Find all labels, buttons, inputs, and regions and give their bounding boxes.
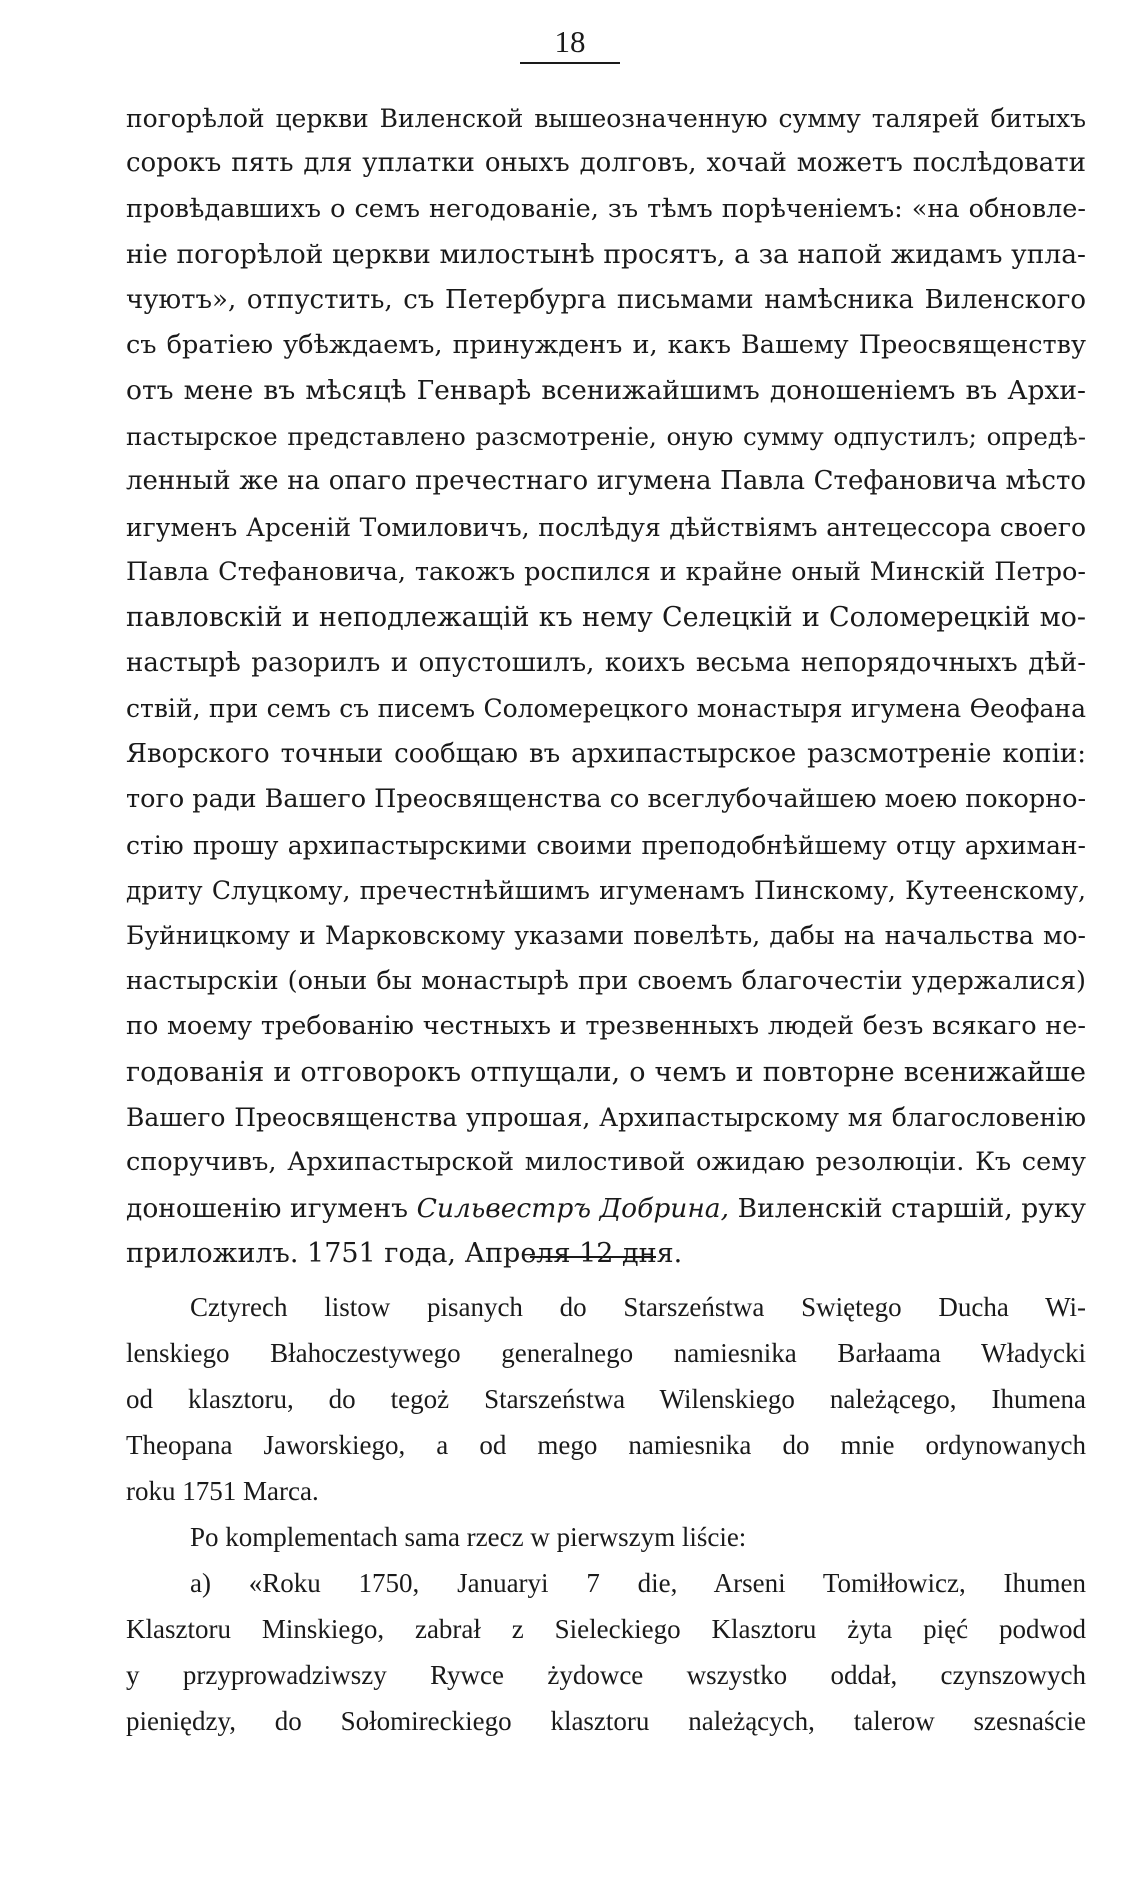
text-line: павловскій и неподлежащій къ нему Селецкій и Соломерецкій мо-	[126, 602, 1086, 634]
heading-line: Cztyrech listow pisanych do Starszeństwa Swiętego Ducha Wi-	[190, 1292, 1086, 1322]
signature-line-after: Виленскій старшій, руку	[729, 1192, 1086, 1224]
text-line: ленный же на опаго пречестнаго игумена Павла Стефановича мѣсто	[126, 466, 1086, 497]
text-line: Яворского точныи сообщаю въ архипастырское разсмотреніе копіи:	[126, 738, 1086, 769]
text-line: по моему требованію честныхъ и трезвенныхъ людей безъ всякаго не-	[126, 1011, 1086, 1042]
text-line: игуменъ Арсеній Томиловичъ, послѣдуя дѣйствіямъ антецессора своего	[126, 512, 1086, 542]
text-line: ніе погорѣлой церкви милостынѣ просятъ, а за напой жидамъ упла-	[126, 239, 1086, 271]
heading-line: lenskiego Błahoczestywego generalnego namiesnika Barłaama Władycki	[126, 1338, 1086, 1368]
text-line: провѣдавшихъ о семъ негодованіе, зъ тѣмъ порѣченіемъ: «на обновле-	[126, 193, 1086, 224]
item-line: pieniędzy, do Sołomireckiego klasztoru należących, talerow szesnaście	[126, 1706, 1086, 1736]
russian-text-block	[126, 96, 1086, 1277]
heading-line: Theopana Jaworskiego, a od mego namiesnika do mnie ordynowanych	[126, 1430, 1086, 1460]
text-line: погорѣлой церкви Виленской вышеозначенную сумму талярей битыхъ	[126, 104, 1086, 133]
text-line: сорокъ пять для уплатки оныхъ долговъ, хочай можетъ послѣдовати	[126, 148, 1086, 179]
text-line: Вашего Преосвященства упрошая, Архипастырскому мя благословенію	[126, 1102, 1086, 1132]
text-line: Павла Стефановича, такожъ роспился и крайне оный Минскій Петро-	[126, 557, 1086, 588]
text-line: настырскіи (оныи бы монастырѣ при своемъ благочестіи удержалися)	[126, 965, 1086, 996]
text-line: настырѣ разорилъ и опустошилъ, коихъ весьма непорядочныхъ дѣй-	[126, 647, 1086, 678]
text-line: Буйницкому и Марковскому указами повелѣть, дабы на начальства мо-	[126, 921, 1086, 951]
section-divider	[530, 1256, 656, 1258]
signature-name: Сильвестръ Добрина,	[416, 1192, 730, 1224]
item-line: y przyprowadziwszy Rywce żydowce wszystko oddał, czynszowych	[126, 1660, 1086, 1690]
heading-line: roku 1751 Marca.	[126, 1476, 319, 1506]
item-line: Klasztoru Minskiego, zabrał z Sieleckiego Klasztoru żyta pięć podwod	[126, 1614, 1086, 1644]
text-line: отъ мене въ мѣсяцѣ Генварѣ всенижайшимъ доношеніемъ въ Архи-	[126, 375, 1086, 407]
polish-text-block	[126, 1284, 1086, 1744]
text-line: чуютъ», отпустить, съ Петербурга письмами намѣсника Виленского	[126, 284, 1086, 315]
text-line: пастырское представлено разсмотреніе, оную сумму одпустилъ; опредѣ-	[126, 421, 1086, 451]
heading-line: od klasztoru, do tegoż Starszeństwa Wilenskiego należącego, Ihumena	[126, 1384, 1086, 1414]
page-number: 18	[520, 22, 620, 64]
text-line: того ради Вашего Преосвященства со всеглубочайшею моею покорно-	[126, 784, 1087, 815]
text-line: стію прошу архипастырскими своими преподобнѣйшему отцу архиман-	[126, 830, 1086, 860]
text-line-last: приложилъ. 1751 года, Апреля 12 дня.	[126, 1238, 683, 1270]
text-line: ствій, при семъ съ писемъ Соломерецкого монастыря игумена Ѳеофана	[126, 694, 1086, 724]
item-line: a) «Roku 1750, Januaryi 7 die, Arseni Tomiłłowicz, Ihumen	[190, 1568, 1086, 1598]
text-line: дриту Слуцкому, пречестнѣйшимъ игуменамъ Пинскому, Кутеенскому,	[126, 875, 1086, 905]
text-line: съ братіею убѣждаемъ, принужденъ и, какъ Вашему Преосвященству	[126, 330, 1086, 361]
text-line: годованія и отговорокъ отпущали, о чемъ и повторне всенижайше	[126, 1056, 1086, 1088]
signature-line	[126, 1186, 1086, 1231]
intro-line: Po komplementach sama rzecz w pierwszym liście:	[190, 1522, 747, 1552]
text-line: споручивъ, Архипастырской милостивой ожидаю резолюціи. Къ сему	[126, 1147, 1086, 1178]
signature-line-before: доношенію игуменъ	[126, 1192, 417, 1224]
